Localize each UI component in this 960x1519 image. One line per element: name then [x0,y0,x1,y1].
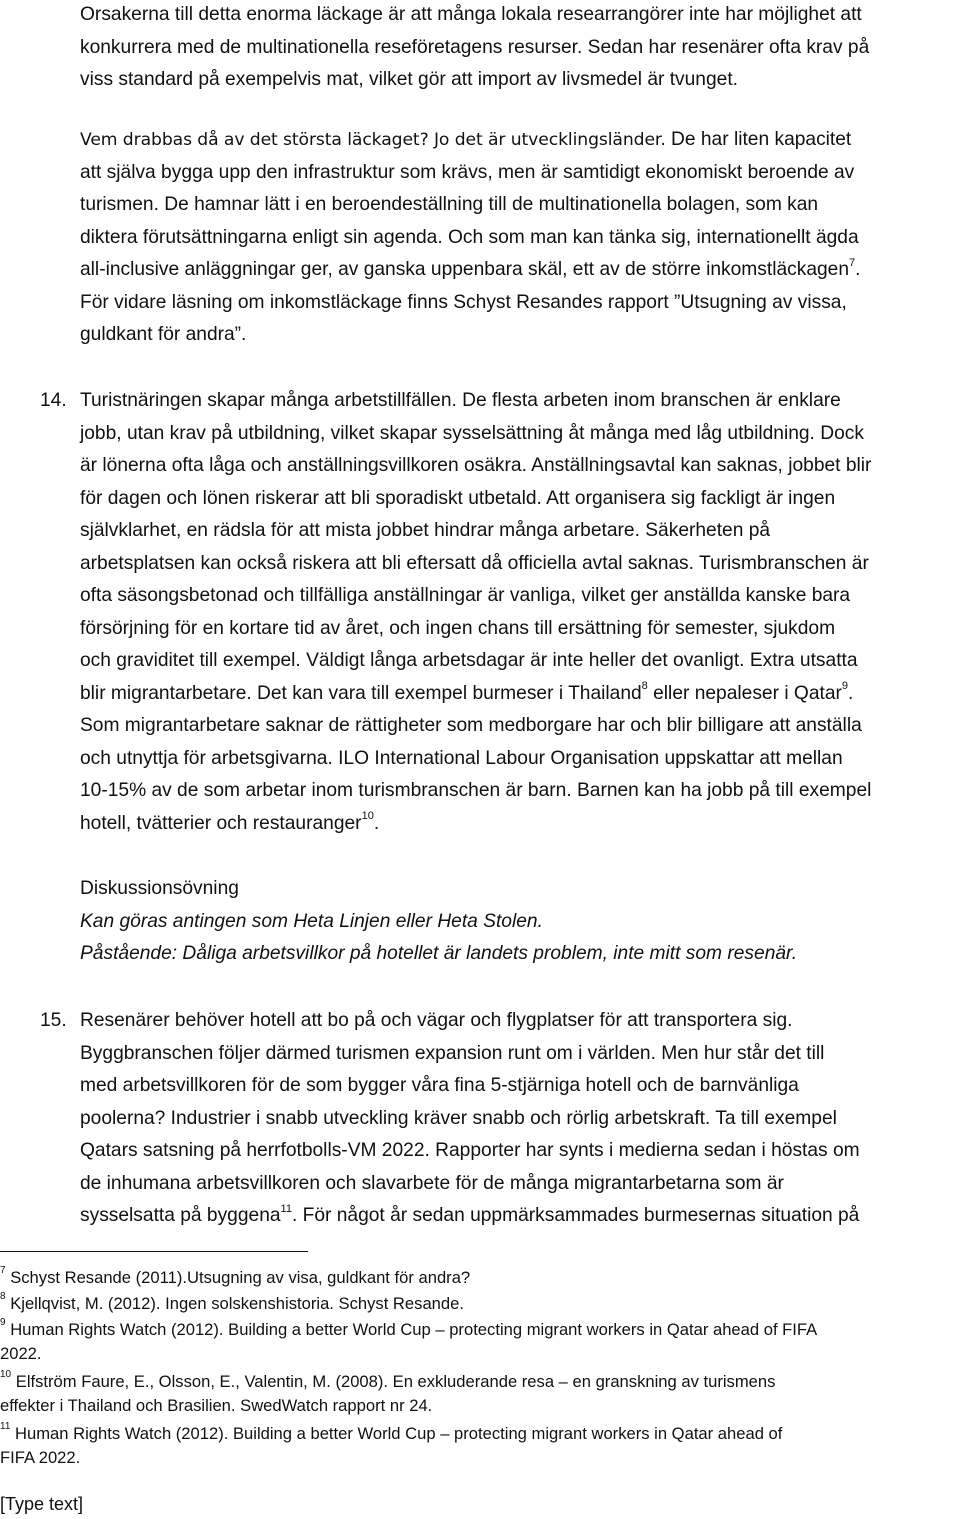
discussion-heading: Diskussionsövning [80,878,239,899]
text-line: För vidare läsning om inkomstläckage finns Schyst Resandes rapport ”Utsugning av vissa, [80,291,847,313]
footnote-ref-9[interactable]: 9 [841,680,849,693]
footnote-text: Schyst Resande (2011).Utsugning av visa, guldkant för andra? [10,1268,471,1287]
footnote-11 [0,1422,960,1470]
text-line: de inhumana arbetsvillkoren och slavarbete för de många migrantarbetarna som är [80,1172,784,1194]
list-number-14: 14. [40,390,67,411]
text-line: turismen. De hamnar lätt i en beroendeställning till de multinationella bolagen, som kan [80,194,819,215]
text-line: Turistnäringen skapar många arbetstillfällen. De flesta arbeten inom branschen är enklare [80,390,841,411]
footnote-ref-8[interactable]: 8 [641,680,648,693]
footnote-line: 2022. [0,1344,42,1363]
text-line: konkurrera med de multinationella reseföretagens resurser. Sedan har resenärer ofta krav på [80,36,870,58]
list-item-14 [80,385,956,840]
discussion-exercise [80,873,956,971]
header-placeholder[interactable]: [Type text] [0,1494,84,1514]
text-line: Byggbranschen följer därmed turismen expansion runt om i världen. Men hur står det till [80,1042,825,1064]
text-segment: sysselsatta på byggena [80,1205,281,1226]
discussion-format: Kan göras antingen som Heta Linjen eller Heta Stolen. [80,910,543,932]
footnote-line [0,1370,960,1394]
text-line: Resenärer behöver hotell att bo på och vägar och flygplatser för att transportera sig. [80,1010,793,1031]
text-line: arbetsplatsen kan också riskera att bli eftersatt då officiella avtal saknas. Turismbranschen är [80,552,869,574]
discussion-statement: Påstående: Dåliga arbetsvillkor på hotellet är landets problem, inte mitt som resenär. [80,943,798,964]
text-segment: . [855,259,861,280]
footnote-ref-10[interactable]: 10 [361,810,374,823]
text-segment: blir migrantarbetare. Det kan vara till exempel burmeser i Thailand [80,682,642,704]
footnote-8 [0,1292,960,1316]
footnote-10 [0,1370,960,1418]
text-line: 10-15% av de som arbetar inom turismbranschen är barn. Barnen kan ha jobb på till exempel [80,780,872,801]
text-line: viss standard på exempelvis mat, vilket gör att import av livsmedel är tvunget. [80,69,738,90]
text-segment: eller nepaleser i Qatar [647,682,842,704]
footnote-line [0,1266,960,1290]
text-line: att själva bygga upp den infrastruktur som krävs, men är samtidigt ekonomiskt beroende av [80,161,855,183]
text-line [80,678,956,711]
text-line: diktera förutsättningarna enligt sin agenda. Och som man kan tänka sig, internationellt ägda [80,226,859,248]
footnote-ref-7[interactable]: 7 [849,256,856,269]
text-line [80,1200,956,1233]
footnote-number: 10 [0,1369,12,1381]
text-line: Qatars satsning på herrfotbolls-VM 2022. Rapporter har synts i medierna sedan i höstas om [80,1140,860,1161]
footnote-line [0,1318,960,1342]
text-line: Som migrantarbetare saknar de rättigheter som medborgare har och blir billigare att anställa [80,715,862,736]
footnote-text: Kjellqvist, M. (2012). Ingen solskenshistoria. Schyst Resande. [10,1294,464,1313]
footnote-number: 9 [0,1317,6,1329]
text-line: Orsakerna till detta enorma läckage är att många lokala researrangörer inte har möjlighet att [80,4,862,25]
paragraph-leakage [80,124,956,352]
text-line: och graviditet till exempel. Väldigt långa arbetsdagar är inte heller det ovanligt. Extra utsatta [80,650,858,671]
text-line: jobb, utan krav på utbildning, vilket skapar sysselsättning åt många med låg utbildning. Dock [80,422,864,444]
text-line: är lönerna ofta låga och anställningsvillkoren osäkra. Anställningsavtal kan saknas, jobbet blir [80,455,872,476]
text-line: ofta säsongsbetonad och tillfälliga anställningar är vanliga, vilket ger anställda kanske bara [80,585,851,606]
footnote-text: Human Rights Watch (2012). Building a better World Cup – protecting migrant workers in Qatar ahead of FIFA [10,1320,818,1339]
text-segment: . [848,682,854,704]
text-segment: hotell, tvätterier och restauranger [80,812,362,834]
footnote-line: effekter i Thailand och Brasilien. SwedWatch rapport nr 24. [0,1396,433,1415]
text-segment: . [373,812,380,834]
text-segment: De har liten kapacitet [665,129,852,150]
footnote-number: 11 [0,1421,11,1433]
footnote-number: 7 [0,1265,6,1277]
footnote-9 [0,1318,960,1366]
list-item-15 [80,1005,956,1233]
footnote-7 [0,1266,960,1290]
list-number-15: 15. [40,1010,67,1031]
text-line: med arbetsvillkoren för de som bygger våra fina 5-stjärniga hotell och de barnvänliga [80,1075,799,1096]
text-segment: . För något år sedan uppmärksammades burmesernas situation på [291,1205,860,1226]
text-line: försörjning för en kortare tid av året, och ingen chans till ersättning för semester, sjukdom [80,617,836,639]
text-line: självklarhet, en rädsla för att mista jobbet hindrar många arbetare. Säkerheten på [80,520,771,541]
text-segment: Vem drabbas då av det största läckaget? Jo det är utvecklingsländer. [80,130,666,150]
text-line [80,124,956,157]
text-line: guldkant för andra”. [80,324,247,345]
footnote-ref-11[interactable]: 11 [280,1202,292,1215]
text-line: och utnyttja för arbetsgivarna. ILO International Labour Organisation uppskattar att mellan [80,747,843,769]
footnote-line [0,1292,960,1316]
footnote-line [0,1422,960,1446]
footnote-separator [0,1251,308,1252]
text-line [80,254,956,287]
footnote-text: Human Rights Watch (2012). Building a better World Cup – protecting migrant workers in Qatar ahead of [15,1424,783,1443]
paragraph-intro [80,0,956,97]
text-line [80,808,956,841]
text-segment: all-inclusive anläggningar ger, av ganska uppenbara skäl, ett av de större inkomstläckagen [80,259,850,280]
footnote-text: Elfström Faure, E., Olsson, E., Valentin, M. (2008). En exkluderande resa – en granskning av turismens [15,1372,776,1391]
footnote-number: 8 [0,1291,6,1303]
footnote-line: FIFA 2022. [0,1448,81,1467]
text-line: för dagen och lönen riskerar att bli sporadiskt utbetald. Att organisera sig fackligt är ingen [80,487,836,509]
text-line: poolerna? Industrier i snabb utveckling kräver snabb och rörlig arbetskraft. Ta till exempel [80,1107,837,1129]
